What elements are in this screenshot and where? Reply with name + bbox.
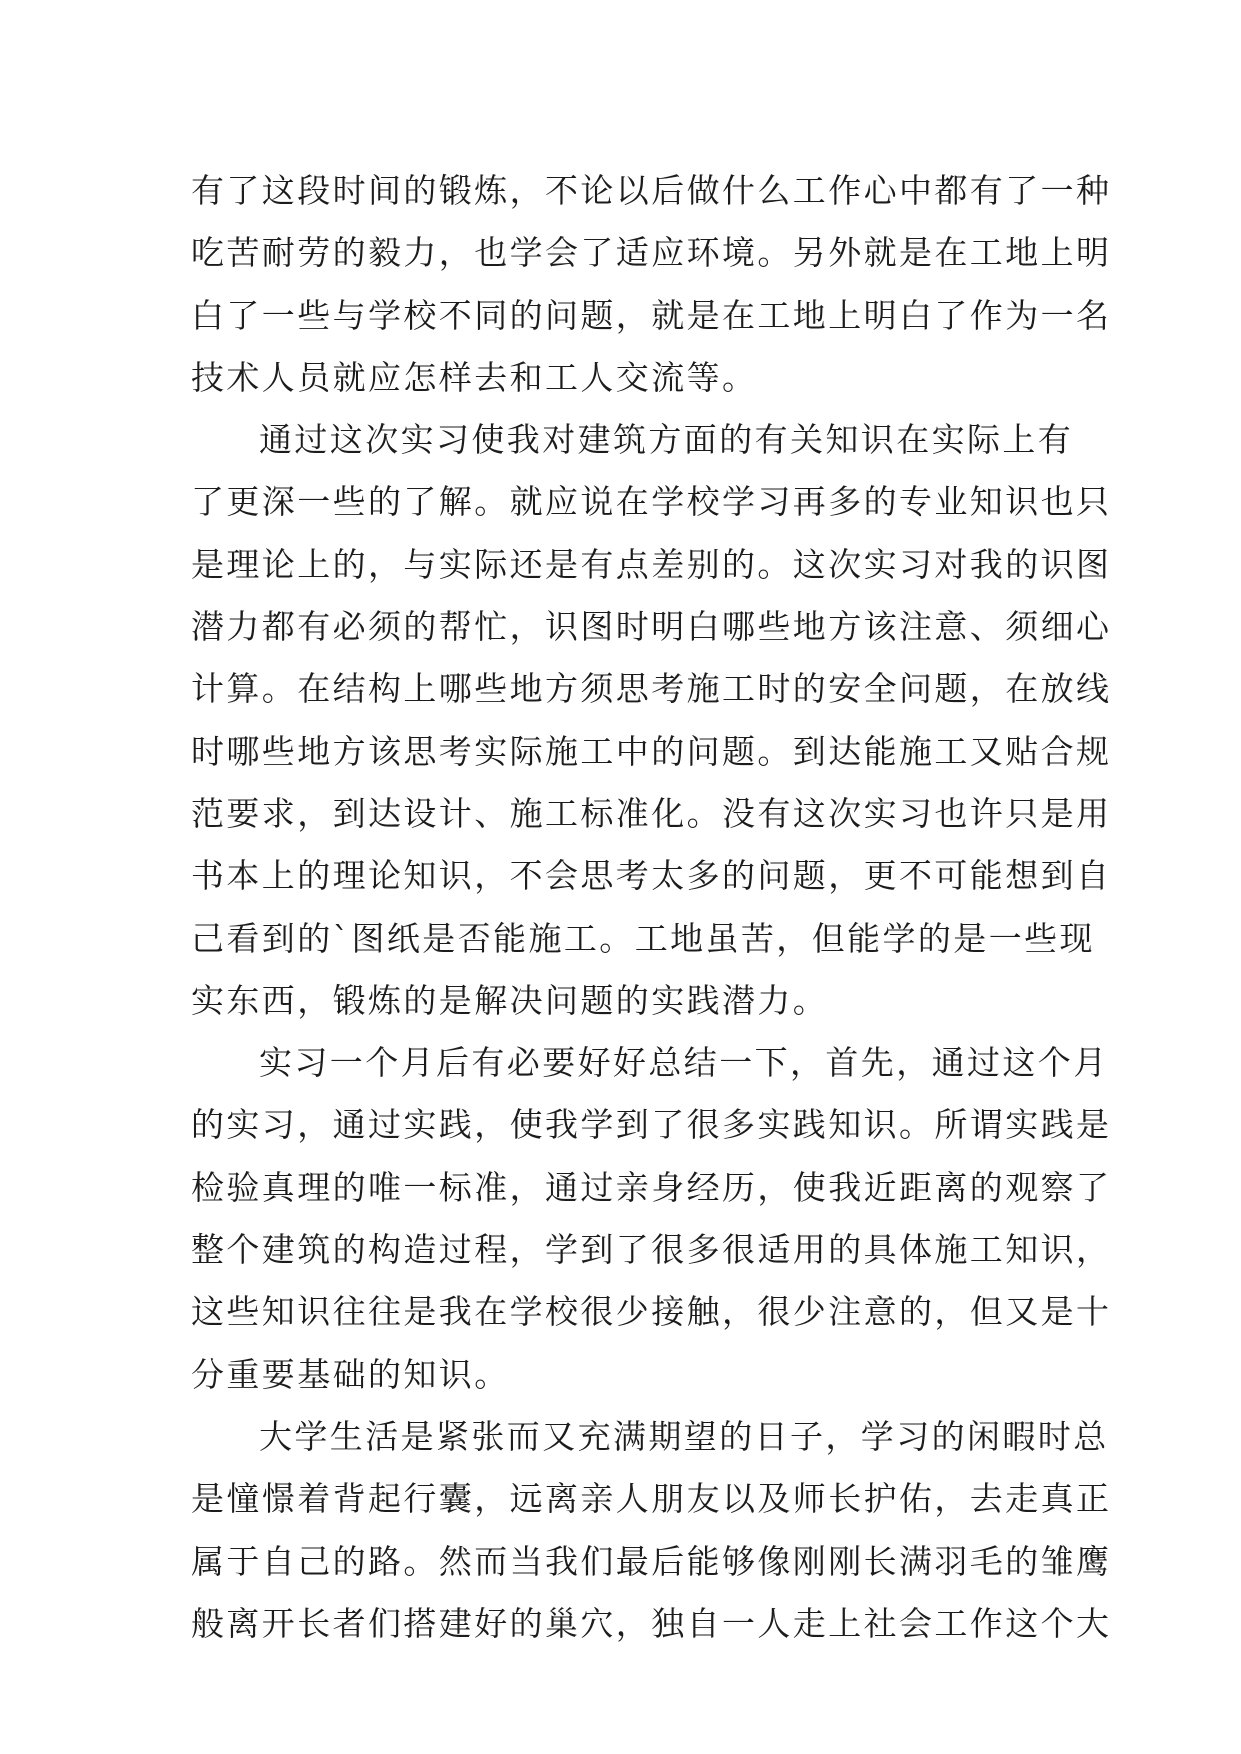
text-line: 潜力都有必须的帮忙，识图时明白哪些地方该注意、须细心 xyxy=(191,607,1112,647)
text-line: 大学生活是紧张而又充满期望的日子，学习的闲暇时总 xyxy=(259,1416,1109,1456)
text-line: 是理论上的，与实际还是有点差别的。这次实习对我的识图 xyxy=(191,544,1112,584)
text-line: 般离开长者们搭建好的巢穴，独自一人走上社会工作这个大 xyxy=(191,1603,1112,1643)
text-line: 分重要基础的知识。 xyxy=(191,1354,510,1394)
text-line: 技术人员就应怎样去和工人交流等。 xyxy=(191,357,758,397)
text-line: 计算。在结构上哪些地方须思考施工时的安全问题，在放线 xyxy=(191,669,1112,709)
text-line: 书本上的理论知识，不会思考太多的问题，更不可能想到自 xyxy=(191,856,1112,896)
text-line: 属于自己的路。然而当我们最后能够像刚刚长满羽毛的雏鹰 xyxy=(191,1541,1112,1581)
text-line: 范要求，到达设计、施工标准化。没有这次实习也许只是用 xyxy=(191,793,1112,833)
text-line: 通过这次实习使我对建筑方面的有关知识在实际上有 xyxy=(259,420,1074,460)
text-line: 这些知识往往是我在学校很少接触，很少注意的，但又是十 xyxy=(191,1292,1112,1332)
text-line: 己看到的`图纸是否能施工。工地虽苦，但能学的是一些现 xyxy=(191,918,1095,958)
text-line: 实习一个月后有必要好好总结一下，首先，通过这个月 xyxy=(259,1043,1109,1083)
body-text xyxy=(191,160,1112,1655)
text-line: 吃苦耐劳的毅力，也学会了适应环境。另外就是在工地上明 xyxy=(191,233,1112,273)
text-line: 有了这段时间的锻炼，不论以后做什么工作心中都有了一种 xyxy=(191,171,1112,210)
text-line: 时哪些地方该思考实际施工中的问题。到达能施工又贴合规 xyxy=(191,731,1112,771)
text-line: 检验真理的唯一标准，通过亲身经历，使我近距离的观察了 xyxy=(191,1167,1112,1207)
text-line: 实东西，锻炼的是解决问题的实践潜力。 xyxy=(191,980,829,1020)
text-line: 白了一些与学校不同的问题，就是在工地上明白了作为一名 xyxy=(191,295,1112,335)
text-line: 是憧憬着背起行囊，远离亲人朋友以及师长护佑，去走真正 xyxy=(191,1479,1112,1519)
text-line: 的实习，通过实践，使我学到了很多实践知识。所谓实践是 xyxy=(191,1105,1112,1145)
text-line: 了更深一些的了解。就应说在学校学习再多的专业知识也只 xyxy=(191,482,1112,522)
text-line: 整个建筑的构造过程，学到了很多很适用的具体施工知识， xyxy=(191,1230,1112,1270)
